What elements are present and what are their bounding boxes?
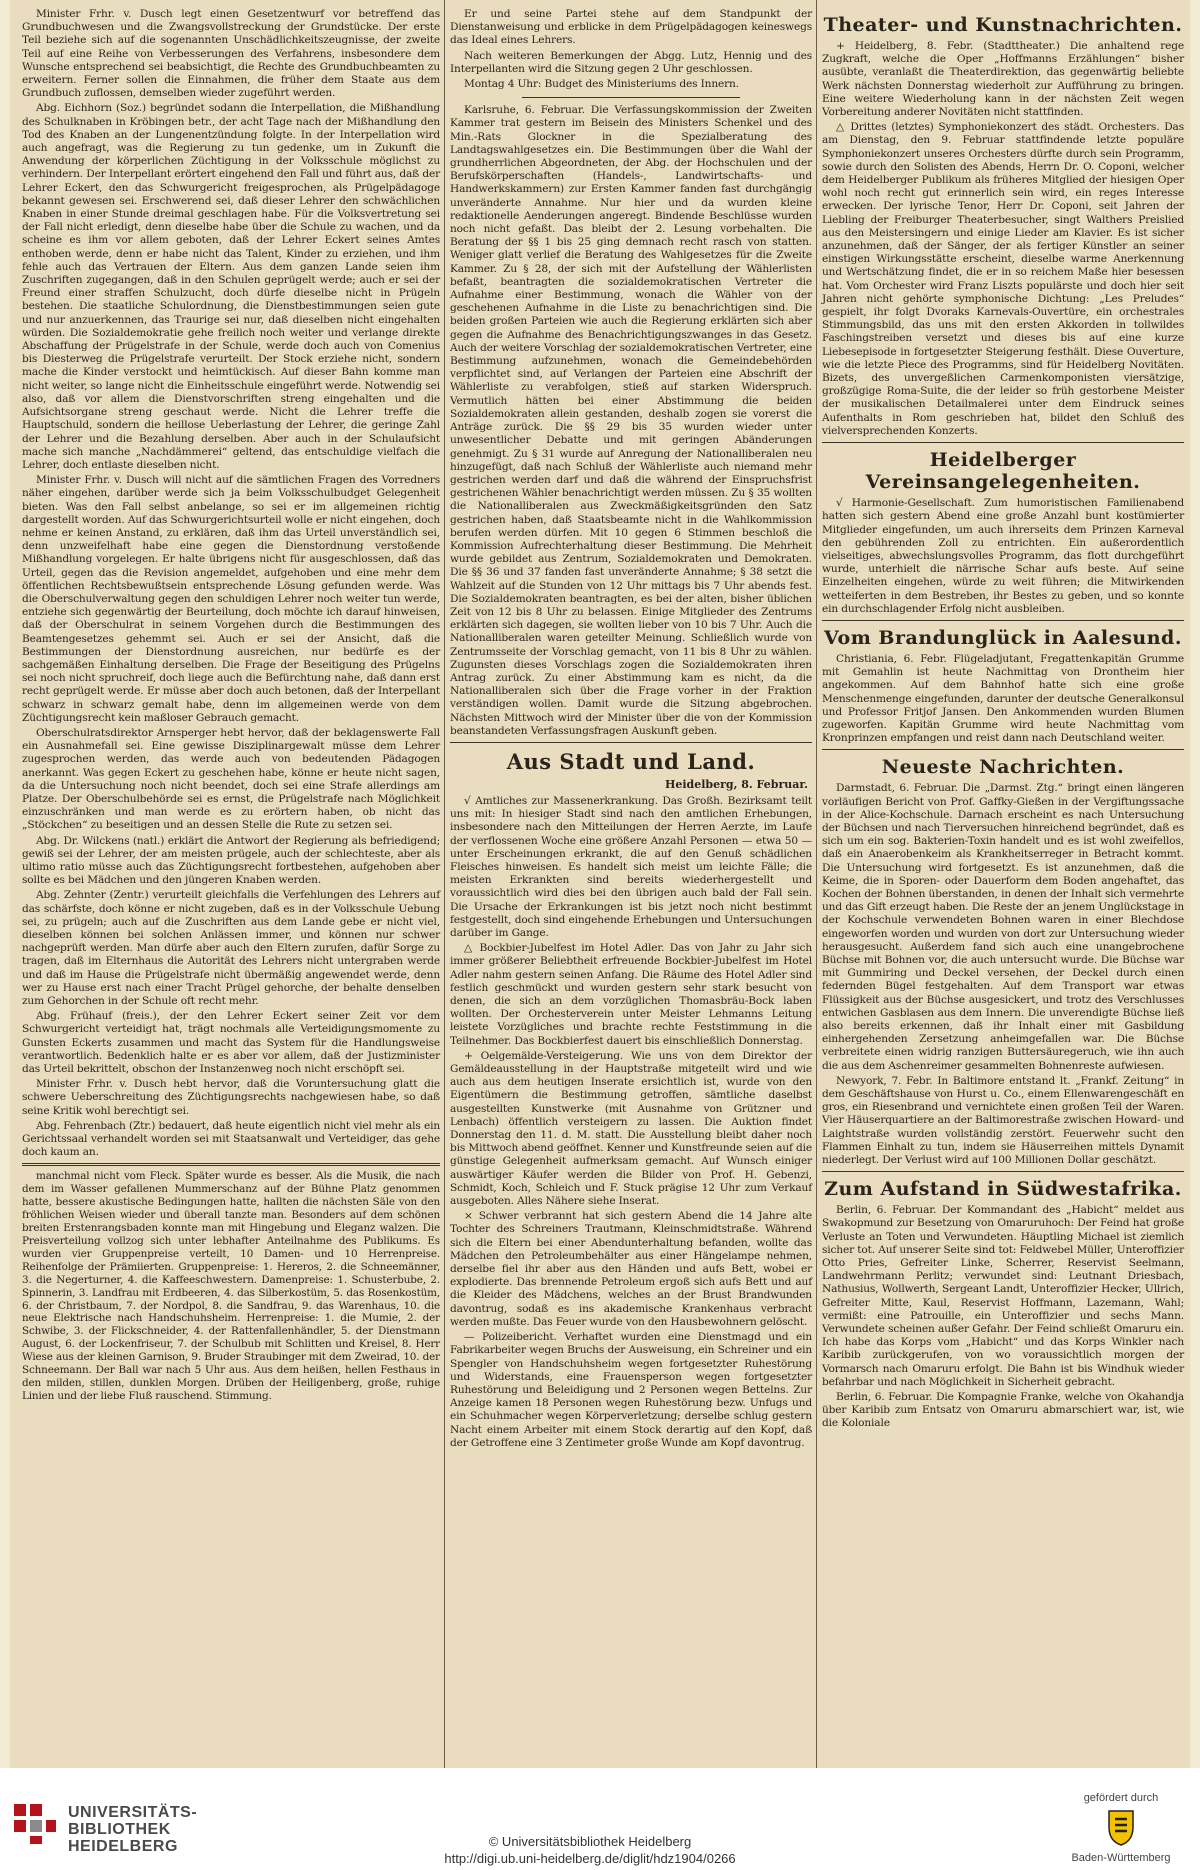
divider [822,749,1184,750]
article-paragraph: Abg. Eichhorn (Soz.) begründet sodann die Interpellation, die Mißhandlung des Schulknaben in Kröbingen betr., der acht Tage nach der Mißhandlung den Tod des Knaben an der Lungenentzündung folgte. In der Interpellation wird auch angefragt, was die Regierung zu tun gedenke, um in Zukunft die Anwendung der körperlichen Züchtigung in der Volksschule möglichst zu verhindern. Der Interpellant erörtert eingehend den Fall und führt aus, daß der Lehrer Eckert, den das Schwurgericht freigesprochen, als Prügelpädagoge bekannt gewesen sei. Erschwerend sei, daß dieser Lehrer den schwächlichen Knaben in einer Stunde dreimal geschlagen habe. Für die Volksvertretung sei der Fall nicht erledigt, denn dieselbe habe über die Schule zu wachen, und da scheine es ihm vor allem geboten, daß der Lehrer Eckert seines Amtes enthoben werde, denn er habe nicht das Talent, Kinder zu erziehen, und ihm fehle auch das Vertrauen der Eltern. Aus dem ganzen Lande seien ihm Zuschriften zugegangen, daß in den Schulen geprügelt werde; auch er sei der Freund einer straffen Schulzucht, doch dürfe dieselbe nicht in Prügeln bestehen. Die staatliche Schulordnung, die Dienstbestimmungen seien gute und nur anzuerkennen, das Traurige sei nur, daß dieselben nicht eingehalten würden. Die Sozialdemokratie gehe freilich noch weiter und verlange direkte Abschaffung der Prügelstrafe in der Schule, werde doch auch von Comenius bis Diesterweg die Prügelstrafe verurteilt. Der Stock erziehe nicht, sondern mache die Kinder verstockt und heimtückisch. Auf dieser Bahn komme man nicht weiter, so lange nicht die Einheitsschule eingeführt werde. Notwendig sei also, daß vor allem die Dienstvorschriften streng eingehalten und die Aufsichtsorgane streng geschaut werde. Nicht die Lehrer treffe die Hauptschuld, sondern die heillose Ueberlastung der Lehrer, die geringe Zahl der Lehrer und die Bezahlung derselben. Aber auch in der Schulaufsicht mache sich manche „Nachdämmerei“ geltend, das entschuldige vielfach die Lehrer, doch entlaste dieselben nicht. [22,102,440,471]
column-rule [444,0,445,1768]
article-paragraph: Minister Frhr. v. Dusch hebt hervor, daß die Voruntersuchung glatt die schwere Ueberschreitung des Züchtigungsrechts nachgewiesen habe, so daß seine Kritik wohl berechtigt sei. [22,1078,440,1117]
news-item: — Polizeibericht. Verhaftet wurden eine Dienstmagd und ein Fabrikarbeiter wegen Bruchs der Ausweisung, ein Schreiner und ein Spengler von Handschuhsheim wegen fortgesetzter Ruhestörung und Widerstands, eine Frauensperson wegen fortgesetzter Ruhestörung und Beleidigung und 2 Personen wegen Bettelns. Zur Anzeige kamen 18 Personen wegen Ruhestörung bezw. Unfugs und ein Schuhmacher wegen Körperverletzung; derselbe schlug gestern Nacht einem Arbeiter mit einem Stock derartig auf den Kopf, daß der Getroffene eine 3 Zentimeter große Wunde am Kopf davontrug. [450,1331,812,1449]
article-paragraph: Abg. Frühauf (freis.), der den Lehrer Eckert seiner Zeit vor dem Schwurgericht verteidigt hat, trägt nochmals alle Verteidigungsmomente zu Gunsten Eckerts zusammen und macht das System für die Handlungsweise verantwortlich. Bedenklich halte er es aber vor allem, daß der Justizminister das Urteil bekrittelt, obschon der Instanzenweg noch nicht erschöpft sei. [22,1010,440,1076]
feuilleton-paragraph: manchmal nicht vom Fleck. Später wurde es besser. Als die Musik, die nach dem im Wasser gefallenen Mummerschanz auf der Bühne Platz genommen hatte, bessere akustische Bedingungen hatte, hallten die nächsten Säle von den fröhlichen Weisen wieder und überall tanzte man. Besonders auf dem schönen breiten Erstenrangsbaden konnte man mit Hingebung und Eleganz walzen. Die Preisverteilung vollzog sich unter lebhafter Anteilnahme des Publikums. Es wurden vier Gruppenpreise verteilt, 10 Damen- und 10 Herrenpreise. Reihenfolge der Prämiierten. Gruppenpreise: 1. Hereros, 2. die Schneemänner, 3. die Negerturner, 4. die Kaffeeschwestern. Damenpreise: 1. Schusterbube, 2. Spinnerin, 3. Landfrau mit Erdbeeren, 4. das Silberkostüm, 5. das Rosenkostüm, 6. der Christbaum, 7. der Nordpol, 8. die Sandfrau, 9. das Warenhaus, 10. die neue Elektrische nach Handschuhsheim. Herrenpreise: 1. die Mumie, 2. der Schwibe, 3. der Flickschneider, 4. der Rattenfallenhändler, 5. der Dienstmann August, 6. der Lockenfriseur, 7. der Schulbub mit Schlitten und Kreisel, 8. Herr Wiese aus der kleinen Garnison, 9. Bruder Straubinger mit dem Zweirad, 10. der Schneemann. Der Ball war nach 5 Uhr aus. Aus dem heißen, hellen Festhaus in den milden, stillen, dunklen Morgen. Drüben der Heiligenberg, große, ruhige Linien und der liebe Fluß rauschend. Stimmung. [22,1170,440,1402]
divider [822,442,1184,443]
article-paragraph: Karlsruhe, 6. Februar. Die Verfassungskommission der Zweiten Kammer trat gestern im Beisein des Ministers Schenkel und des Min.-Rats Glockner in die Spezialberatung des Landtagswahlgesetzes ein. Die Bestimmungen über die Wahl der grundherrlichen Abgeordneten, der Abg. der Hochschulen und der Berufskörperschaften (Handels-, Landwirtschafts- und Handwerkskammern) zur Ersten Kammer fanden fast durchgängig unveränderte Annahme. Nur hier und da wurden kleine redaktionelle Aenderungen angeregt. Bindende Beschlüsse wurden noch nicht gefaßt. Das bleibt der 2. Lesung vorbehalten. Die Beratung der §§ 1 bis 25 ging demnach recht rasch von statten. Weniger glatt verlief die Beratung des Wahlgesetzes für die Zweite Kammer. Zu § 28, der sich mit der Aufstellung der Wählerlisten befaßt, beantragten die sozialdemokratischen Vertreter die Aufnahme einer Bestimmung, wonach die Wähler von der geschehenen Aufnahme in die Liste zu benachrichtigen sind. Die beiden großen Parteien wie auch die Regierung erklärten sich aber gegen die Aufnahme des Benachrichtigungszwanges in das Gesetz. Auch der weitere Vorschlag der sozialdemokratischen Vertreter, eine Bestimmung aufzunehmen, wonach die Gemeindebehörden verpflichtet sind, auf Verlangen der Parteien eine Abschrift der Wählerliste zu verabfolgen, stieß auf starken Widerspruch. Vermutlich hätten bei einer Abstimmung die beiden Sozialdemokraten allein gestanden, deshalb zogen sie vorerst die Anträge zurück. Die §§ 29 bis 35 wurden wieder unter unwesentlicher Debatte und mit geringen Abänderungen genehmigt. Zu § 31 wurde auf Anregung der Nationalliberalen neu hinzugefügt, daß nach Schluß der Wählerliste auch niemand mehr gestrichen werden darf und daß die während der Einspruchsfrist gestrichenen Wähler benachrichtigt werden müssen. Zu § 35 wollten die Nationalliberalen aus Zweckmäßigkeitsgründen den Satz gestrichen haben, daß Staatsbeamte nicht in die Wahlkommission berufen werden dürfen. Mit 10 gegen 6 Stimmen beschloß die Kommission Aufrechterhaltung dieser Bestimmung. Die Mehrheit wurde gebildet aus Zentrum, Sozialdemokraten und Demokraten. Die §§ 36 und 37 fanden fast unveränderte Annahme; § 38 setzt die Wahlzeit auf die Stunden von 12 Uhr mittags bis 7 Uhr abends fest. Die Sozialdemokraten beantragten, es bei der alten, bisher üblichen Zeit von 12 bis 8 Uhr zu belassen. Einige Mitglieder des Zentrums erklärten sich dagegen, sie wollten lieber von 10 bis 7 Uhr. Auch die Nationalliberalen waren geteilter Meinung. Schließlich wurde von Zentrumsseite der Vorschlag gemacht, von 11 bis 8 Uhr zu wählen. Zugunsten dieses Vorschlags zogen die Sozialdemokraten ihren Antrag zurück. Zu einer Abstimmung kam es nicht, da die Nationalliberalen sich über die Frage vorher in der Fraktion verständigen wollen. Damit wurde die Sitzung abgebrochen. Nächsten Mittwoch wird der Minister über die von der Kommission beanstandeten Verfassungsfragen Auskunft geben. [450,104,812,737]
column-3 [822,8,1184,1433]
section-heading-brandunglueck: Vom Brandunglück in Aalesund. [824,626,1182,649]
section-heading-theater: Theater- und Kunstnachrichten. [823,14,1183,36]
library-logo[interactable] [14,1798,314,1858]
funder-logo [1048,1792,1194,1868]
news-item: √ Harmonie-Gesellschaft. Zum humoristischen Familienabend hatten sich gestern Abend eine große Anzahl bunt kostümierter Mitglieder eingefunden, um auch ihrerseits dem Prinzen Karneval den gebührenden Zoll zu entrichten. Ein außerordentlich vielseitiges, abwechslungsvolles Programm, das flott durchgeführt wurde, unterhielt die närrische Schar aufs beste. Auf seine Einzelheiten eingehen, würde zu weit führen; die Mitwirkenden wetteiferten in dem Bestreben, ihr Bestes zu geben, und so konnte ein durchschlagender Erfolg nicht ausbleiben. [822,497,1184,615]
divider [822,620,1184,621]
divider [822,1171,1184,1172]
funder-name: Baden-Württemberg [1071,1852,1171,1864]
article-paragraph: Minister Frhr. v. Dusch will nicht auf die sämtlichen Fragen des Vorredners näher eingehen, darüber werde sich ja beim Volksschulbudget Gelegenheit bieten. Was den Fall selbst anbelange, so sei er im allgemeinen richtig dargestellt worden. Auf das Schwurgerichtsurteil wolle er nicht eingehen, doch nehme er keinen Anstand, zu erklären, daß ihm das Urteil unverständlich sei, denn unzweifelhaft habe eine gegen die Dienstordnung verstoßende Mißhandlung vorgelegen. Er halte übrigens nicht für ausgeschlossen, daß das Urteil, gegen das die Revision angemeldet, aufgehoben und eine mehr dem öffentlichen Rechtsbewußtsein entsprechende Lösung gefunden werde. Was die Oberschulverwaltung gegen den schuldigen Lehrer noch weiter tun werde, entziehe sich gegenwärtig der Beurteilung, doch möchte ich darauf hinweisen, daß der Oberschulrat in seinem Vorgehen durch die Bestimmungen des Beamtengesetzes gehemmt sei. Auch er sei der Ansicht, daß die Bestimmungen der Dienstordnung ausreichen, nur bedürfe es der sachgemäßen Einhaltung derselben. Die Frage der Beseitigung des Prügelns sei noch nicht spruchreif, doch liege auch die Befürchtung nahe, daß dann erst recht geprügelt werde. Er müsse aber doch auch betonen, daß der Interpellant schwarz in schwarz gemalt habe, denn im allgemeinen werde von dem Züchtigungsrecht kein maßloser Gebrauch gemacht. [22,474,440,724]
library-name-line: HEIDELBERG [68,1838,178,1855]
article-paragraph: Abg. Fehrenbach (Ztr.) bedauert, daß heute eigentlich nicht viel mehr als ein Gerichtssaal verhandelt worden sei mit Staatsanwalt und Verteidiger, das gehe doch kaum an. [22,1119,440,1159]
permalink-url[interactable]: http://digi.ub.uni-heidelberg.de/diglit/hdz1904/0266 [444,1851,736,1866]
divider [450,742,812,743]
divider [522,97,739,98]
column-1 [22,8,440,1405]
news-item: Christiania, 6. Febr. Flügeladjutant, Fregattenkapitän Grumme mit Gemahlin ist heute Nachmittag von Drontheim hier angekommen. Auf dem Bahnhof hatte sich eine große Menschenmenge eingefunden, darunter der deutsche Generalkonsul und Professor Fritjof Jansen. Den Ankommenden wurden Blumen zugeworfen. Kapitän Grumme wird heute Nachmittag vom Kronprinzen empfangen und reist dann nach Deutschland weiter. [822,652,1184,745]
news-item: Berlin, 6. Februar. Der Kommandant des „Habicht“ meldet aus Swakopmund zur Besetzung von Omaruruhoch: Der Feind hat große Verluste an Toten und Verwundeten. Häuptling Michael ist ziemlich sicher tot. Auf unserer Seite sind tot: Feldwebel Müller, Unteroffizier Otto Pries, Gefreiter Linke, Scherrer, Reservist Seelmann, Landwehrmann Perlitz; verwundet sind: Leutnant Driesbach, Nathusius, Wollwerth, Sergeant Landt, Unteroffizier Hecker, Ullrich, Gefreiter Mitte, Kaul, Reservist Hoffmann, Lazemann, Wahl; vermißt: eine Patrouille, ein Unteroffizier und sechs Mann. Verwundete scheinen außer Gefahr. Der Feind schließt Omaruru ein. Ich habe das Korps vom „Habicht“ und das Korps Winkler nach Karibib zurückgerufen, von wo voraussichtlich morgen der Vormarsch nach Omaruru erfolgt. Die Bahn ist bis Windhuk wieder befahrbar und nach Möglichkeit in Sicherheit gebracht. [822,1204,1184,1388]
news-item: △ Bockbier-Jubelfest im Hotel Adler. Das von Jahr zu Jahr sich immer größerer Beliebtheit erfreuende Bockbier-Jubelfest im Hotel Adler nahm gestern seinen Anfang. Die Räume des Hotel Adler sind festlich geschmückt und wurden gestern sehr stark besucht von denen, die sich an dem vorzüglichen Thomasbräu-Bock laben wollten. Der Orchesterverein unter Meister Lehmanns Leitung leistete Vorzügliches und brachte rechte Feststimmung in die Teilnehmer. Das Bockbierfest dauert bis einschließlich Donnerstag. [450,942,812,1047]
article-paragraph: Minister Frhr. v. Dusch legt einen Gesetzentwurf vor betreffend das Grundbuchwesen und die Zwangsvollstreckung der Grundstücke. Der erste Teil beziehe sich auf die sogenannten Unschädlichkeitszeugnisse, der zweite Teil auf eine Reihe von Verbesserungen des Verfahrens, insbesondere dem Wunsche entsprechend sei beabsichtigt, die Rechte des Grundbuchbeamten zu erweitern. Ferner sollen die Einnahmen, die früher dem Staate aus dem Grundbuch zuflossen, demselben wieder zugeführt werden. [22,8,440,100]
column-rule [816,0,817,1768]
library-name-line: BIBLIOTHEK [68,1821,171,1838]
library-logo-icon [14,1802,58,1846]
section-heading-suedwestafrika: Zum Aufstand in Südwestafrika. [824,1178,1182,1201]
dateline: Heidelberg, 8. Februar. [664,777,808,791]
state-crest-icon [1101,1807,1141,1847]
news-item: Newyork, 7. Febr. In Baltimore entstand lt. „Frankf. Zeitung“ in dem Geschäftshause von Hurst u. Co., einem Ellenwarengeschäft en gros, ein Riesenbrand und vernichtete einen großen Teil der Waren. Vier Häuserquartiere an der Baltimorestraße zwischen Howard- und Laightstraße wurden vollständig zerstört. Feuerwehr sucht den Flammen Einhalt zu tun, indem sie Häuserreihen mittels Dynamit niederlegt. Der Verlust wird auf 100 Millionen Dollar geschätzt. [822,1074,1184,1167]
news-item: △ Drittes (letztes) Symphoniekonzert des städt. Orchesters. Das am Dienstag, den 9. Februar stattfindende letzte populäre Symphoniekonzert unseres Orchesters dürfte durch sein Programm, sowie durch den Solisten des Abends, Herrn Dr. O. Coponi, welcher dem Heidelberger Publikum als früheres Mitglied der hiesigen Oper wohl noch recht gut erinnerlich sein wird, ein reges Interesse erwecken. Der lyrische Tenor, Herr Dr. Coponi, seit Jahren der Liebling der Freiburger Theaterbesucher, singt Walthers Preislied aus den Meistersingern und einige Lieder am Klavier. Es ist sicher anzunehmen, daß der Sänger, der als fertiger Künstler an seiner einstigen Wirkungsstätte erscheint, dieselbe warme Anerkennung und Wertschätzung findet, die er in so reichem Maße hier besessen hat. Vom Orchester wird Franz Liszts populärste und doch hier seit Jahren nicht gehörte symphonische Dichtung: „Les Preludes“ gespielt, ihr folgt Dvoraks Karnevals-Ouvertüre, ein orchestrales Stimmungsbild, das uns mit den ersten Akkorden in tollwildes Faschingstreiben versetzt und dieses bis auf eine kurze Liebesepisode in fortgesetzter Steigerung festhält. Diese Ouverture, wie die letzte Piece des Programms, sind für Heidelberg Novitäten. Bizets, des unvergeßlichen Carmenkomponisten viersätzige, großzügige Roma-Suite, die der leider so früh gestorbene Meister der musikalischen Detailmalerei unter dem Eindruck seines Aufenthalts in Rom geschrieben hat, bildet den Schluß des vielversprechenden Konzerts. [822,121,1184,437]
section-divider [22,1163,440,1166]
news-item: √ Amtliches zur Massenerkrankung. Das Großh. Bezirksamt teilt uns mit: In hiesiger Stadt sind nach den amtlichen Erhebungen, insbesondere nach den Mitteilungen der Herren Aerzte, im Laufe der verflossenen Woche eine größere Anzahl Personen — etwa 50 — unter Erscheinungen erkrankt, die auf den Genuß schädlichen Fleisches hinweisen. Es handelt sich meist um leichte Fälle; die meisten Erkrankten sind bereits wiederhergestellt und voraussichtlich wird dies bei den übrigen auch bald der Fall sein. Die Ursache der Erkrankungen ist bis jetzt noch nicht bestimmt festgestellt, doch sind eingehende Erhebungen und Untersuchungen darüber im Gange. [450,794,812,939]
news-item: Berlin, 6. Februar. Die Kompagnie Franke, welche von Okahandja über Karibib zum Entsatz von Omaruru abmarschiert war, ist, wie die Koloniale [822,1391,1184,1430]
copyright-notice: © Universitätsbibliothek Heidelberg [488,1834,692,1849]
article-paragraph: Nach weiteren Bemerkungen der Abgg. Lutz, Hennig und des Interpellanten wird die Sitzung gegen 2 Uhr geschlossen. [450,49,812,75]
section-heading-vereine: Heidelberger Vereinsangelegenheiten. [865,449,1141,494]
article-paragraph: Abg. Dr. Wilckens (natl.) erklärt die Antwort der Regierung als befriedigend; gewiß sei der Lehrer, der am meisten prügele, auch der schlechteste, aber als ultimo ratio müsse auch das Züchtigungsrecht fortbestehen, aufgehoben aber sollte es bei Mädchen und den jüngeren Knaben werden. [22,834,440,887]
news-item: + Heidelberg, 8. Febr. (Stadttheater.) Die anhaltend rege Zugkraft, welche die Oper „Hoffmanns Erzählungen“ bisher ausübte, veranlaßt die Theaterdirektion, das gegenwärtig beliebte Werk nächsten Donnerstag wiederholt zur Aufführung zu bringen. Eine weitere Wiederholung kann in der nächsten Zeit wegen Vorbereitung anderer Novitäten nicht stattfinden. [822,40,1184,119]
article-paragraph: Er und seine Partei stehe auf dem Standpunkt der Dienstanweisung und erblicke in dem Prügelpädagogen keineswegs das Ideal eines Lehrers. [450,8,812,47]
news-item: × Schwer verbrannt hat sich gestern Abend die 14 Jahre alte Tochter des Schreiners Trautmann, Kleinschmidtstraße. Während sich die Eltern bei einer Abendunterhaltung befanden, wollte das Mädchen den Petroleumbehälter aus einer Hängelampe nehmen, derselbe fiel ihr aber aus den Händen und aufs Bett, wobei er explodierte. Das brennende Petroleum ergoß sich aufs Bett und auf die Kleider des Mädchens, welches an der Brust Brandwunden davontrug, sodaß es ins akademische Krankenhaus verbracht werden mußte. Das Feuer wurde von den Hausbewohnern gelöscht. [450,1210,812,1328]
article-paragraph: Montag 4 Uhr: Budget des Ministeriums des Innern. [464,78,739,91]
newspaper-page [10,0,1190,1768]
section-heading-stadt-und-land: Aus Stadt und Land. [506,748,756,774]
news-item: Darmstadt, 6. Februar. Die „Darmst. Ztg.“ bringt einen längeren vorläufigen Bericht von Prof. Gaffky-Gießen in der Vergiftungssache in der Alice-Kochschule. Darnach erscheint es nach Untersuchung der Büchsen und nach Tierversuchen hinreichend begründet, daß es sich um ein sog. Bakterien-Toxin handelt und es ist wohl zweifellos, daß ein Anaerobenkeim als Krankheitserreger in Betracht kommt. Die Untersuchung wird fortgesetzt. Es ist anzunehmen, daß die Keime, die in Sporen- oder Dauerform dem Boden angehaftet, das Kochen der Bohnen überstanden, in denen der Inhalt sich vermehrte und das Gift erzeugt haben. Die Reste der an jenem Unglückstage in der Kochschule verwendeten Bohnen waren in einer Blechdose eingeworfen worden und wurden von dort zur Untersuchung wieder herausgesucht. Außerdem fand sich auch eine unangebrochene Büchse mit Bohnen vor, die auch untersucht wurde. Die Büchse war mit Gummiring und Deckel versehen, der Deckel durch einen federnden Bügel festgehalten. Auf dem Transport war etwas Flüssigkeit aus der Büchse ausgesickert, und trotz des Verschlusses entwichen Gasblasen aus dem Innern. Die unverendigte Büchse ließ also bereits erkennen, daß ihr Inhalt einer mit Gasbildung einhergehenden Zersetzung anheimgefallen war. Die Büchse verbreitete einen widrig ranzigen Buttersäuregeruch, wie ihn auch die aus dem Aschenreimer gesammelten Bohnenreste aufwiesen. [822,782,1184,1072]
library-name [68,1804,197,1855]
funder-label: gefördert durch [1083,1792,1159,1804]
library-name-line: UNIVERSITÄTS- [68,1804,198,1821]
article-paragraph: Abg. Zehnter (Zentr.) verurteilt gleichfalls die Verfehlungen des Lehrers auf das schärfste, doch könne er nicht zugeben, daß es in der Volksschule Uebung sei, zu prügeln; auch auf die Zuschriften aus dem Lande gebe er nicht viel, dieselben können bei solchen Anlässen immer, und können nur schwer nachgeprüft werden. Man dürfe aber auch den Eltern zurufen, dafür Sorge zu tragen, daß im Elternhaus die Autorität des Lehrers nicht untergraben werde und daß im Hause die Prügelstrafe nicht übermäßig angewendet werde, denn wer zu Hause erst nach einer Tracht Prügel gehorche, der behalte denselben zum Gehorchen in der Schule oft recht mehr. [22,889,440,1008]
news-item: + Oelgemälde-Versteigerung. Wie uns von dem Direktor der Gemäldeausstellung in der Hauptstraße mitgeteilt wird und wie auch aus dem heutigen Inserate ersichtlich ist, wurde von den Eigentümern die Bestimmung getroffen, sämtliche daselbst ausgestellten Kunstwerke (mit Ausnahme von Grützner und Lenbach) öffentlich versteigern zu lassen. Die Auktion findet Donnerstag den 11. d. M. statt. Die Ausstellung bleibt daher noch bis Mittwoch abend geöffnet. Kenner und Kunstfreunde seien auf die günstige Gelegenheit aufmerksam gemacht. Auf Wunsch einiger auswärtiger Käufer werden die Bilder von Prof. H. Gebenzi, Schmidt, Koch, Schleich und F. Stuck prägise 12 Uhr zum Verkauf ausgeboten. Alles Nähere siehe Inserat. [450,1049,812,1208]
article-paragraph: Oberschulratsdirektor Arnsperger hebt hervor, daß der beklagenswerte Fall ein Ausnahmefall sei. Eine gewisse Disziplinargewalt müsse dem Lehrer zugesprochen werden, das werde auch von bedeutenden Pädagogen anerkannt. Was gegen Eckert zu geschehen habe, könne er heute nicht sagen, da die Untersuchung noch nicht beendet, doch sei eine Strafe allerdings am Platze. Der Oberschulbehörde sei es ernst, die Prügelstrafe nach Möglichkeit einzuschränken und man werde es zu erörtern haben, ob nicht das „Stöckchen“ zu beseitigen und an dessen Stelle die Rute zu setzen sei. [22,726,440,832]
column-2 [450,8,812,1452]
section-heading-neueste-nachrichten: Neueste Nachrichten. [881,756,1125,779]
